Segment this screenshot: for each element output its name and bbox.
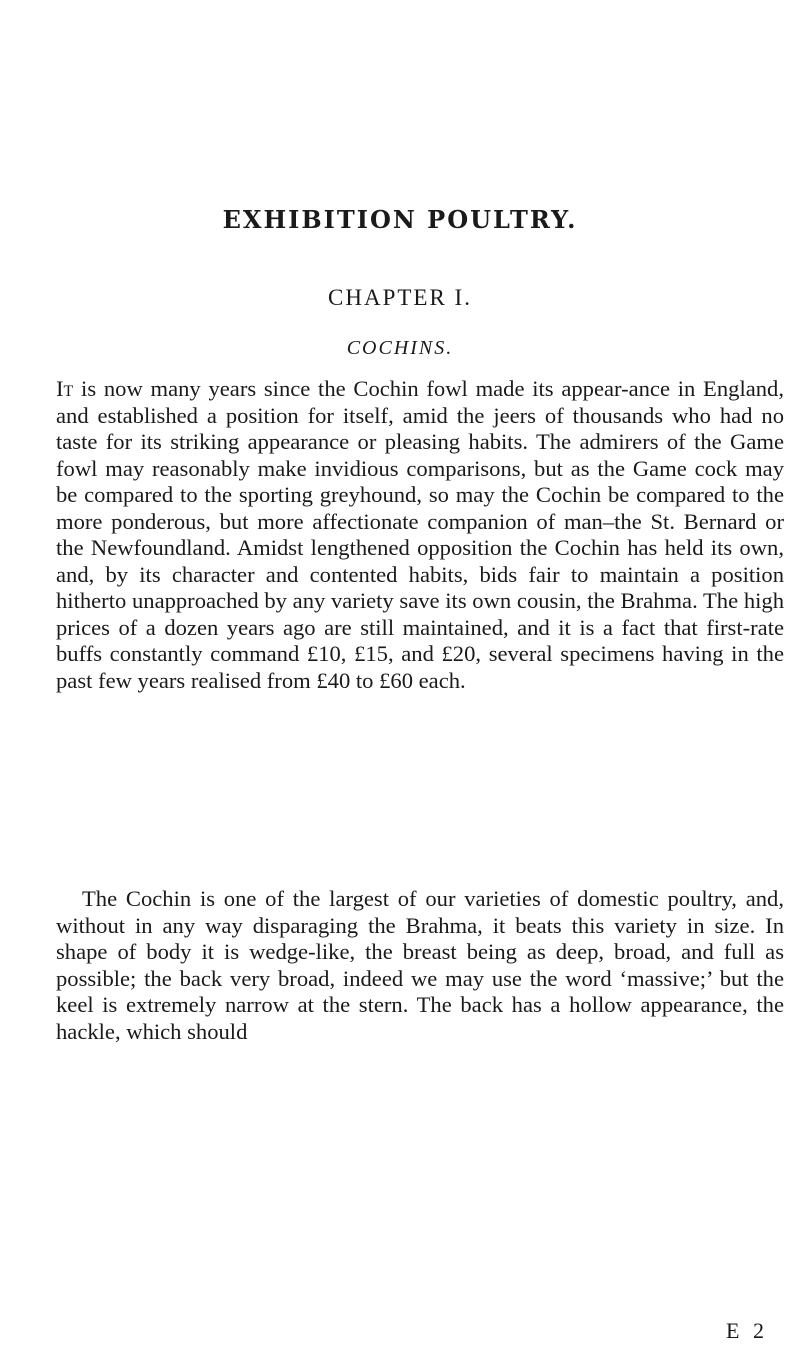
- paragraph-1-lead: It: [56, 376, 74, 401]
- chapter-title: CHAPTER I.: [328, 285, 472, 310]
- paragraph-1-text: is now many years since the Cochin fowl made its appear-ance in England, and established a position for itself, amid the jeers of thousands who had no taste for its striking appearance or pleasing habits. The admirers of the Game fowl may reasonably make invidious comparisons, but as the Game cock may be compared to the sporting greyhound, so may the Cochin be compared to the more ponderous, but more affectionate companion of man–the St. Bernard or the Newfoundland. Amidst lengthened opposition the Cochin has held its own, and, by its character and contented habits, bids fair to maintain a position hitherto unapproached by any variety save its own cousin, the Brahma. The high prices of a dozen years ago are still maintained, and it is a fact that first-rate buffs constantly command £10, £15, and £20, several specimens having in the past few years realised from £40 to £60 each.: [56, 376, 784, 693]
- paragraph-2: The Cochin is one of the largest of our varieties of domestic poultry, and, without in any way disparaging the Brahma, it beats this variety in size. In shape of body it is wedge-like, the breast being as deep, broad, and full as possible; the back very broad, indeed we may use the word ‘massive;’ but the keel is extremely narrow at the stern. The back has a hollow appearance, the hackle, which should: [56, 886, 784, 1044]
- signature-mark: E 2: [726, 1318, 768, 1343]
- running-head: EXHIBITION POULTRY.: [222, 205, 578, 234]
- section-title: COCHINS.: [346, 337, 454, 359]
- paragraph-1: [56, 376, 784, 694]
